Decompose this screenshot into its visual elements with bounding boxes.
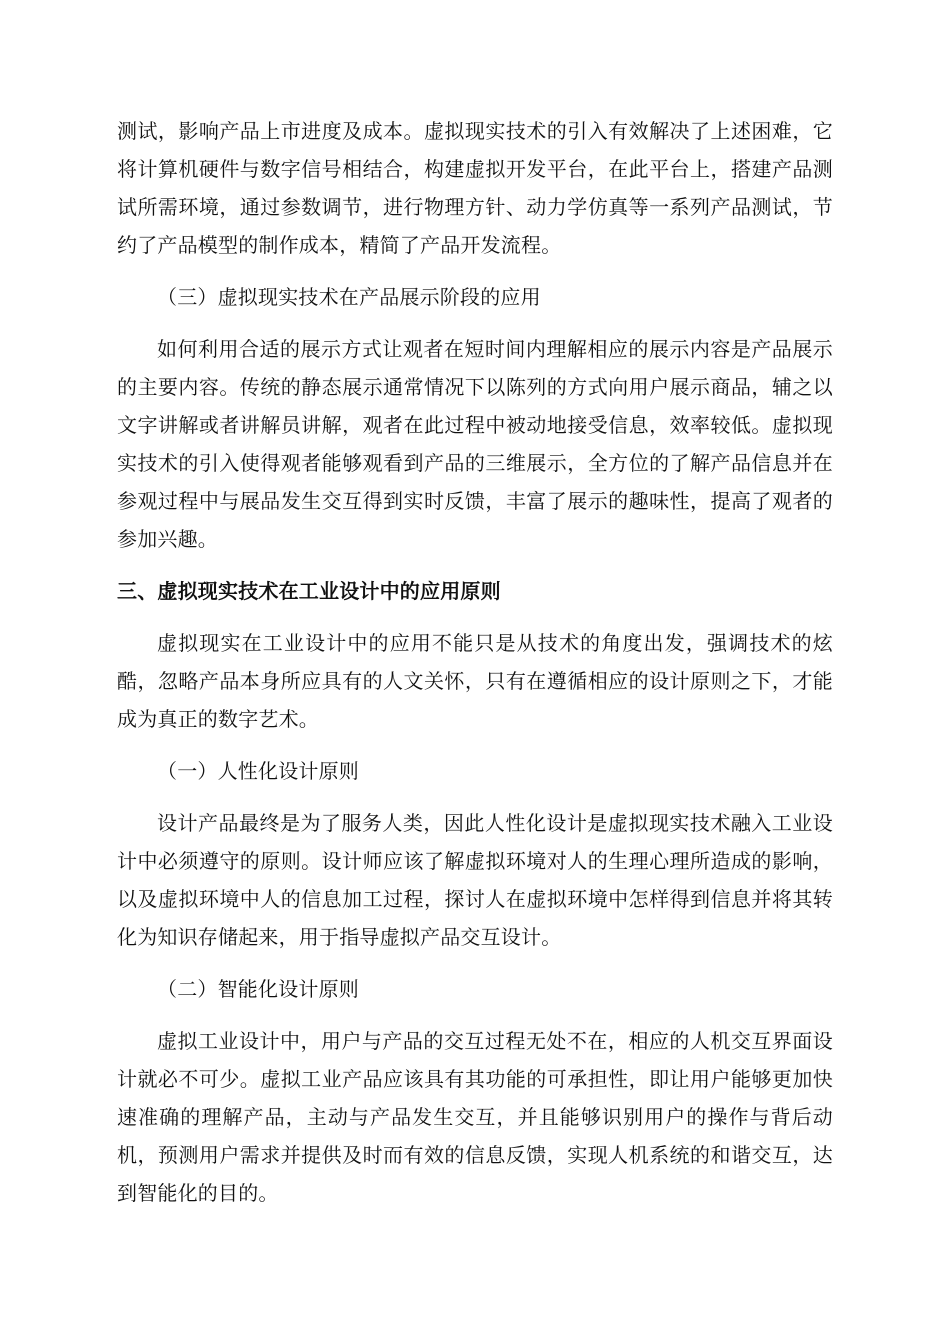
body-paragraph-5: 虚拟工业设计中，用户与产品的交互过程无处不在，相应的人机交互界面设计就必不可少。虚拟工业产品应该具有其功能的可承担性，即让用户能够更加快速准确的理解产品，主动与产品发生交互，并且能够识别用户的操作与背后动机，预测用户需求并提供及时而有效的信息反馈，实现人机系统的和谐交互，达到智能化的目的。	[117, 1029, 833, 1205]
section-heading-principles: 三、虚拟现实技术在工业设计中的应用原则	[117, 579, 501, 603]
document-body	[117, 112, 833, 1226]
body-paragraph-2: 如何利用合适的展示方式让观者在短时间内理解相应的展示内容是产品展示的主要内容。传统的静态展示通常情况下以陈列的方式向用户展示商品，辅之以文字讲解或者讲解员讲解，观者在此过程中被动地接受信息，效率较低。虚拟现实技术的引入使得观者能够观看到产品的三维展示，全方位的了解产品信息并在参观过程中与展品发生交互得到实时反馈，丰富了展示的趣味性，提高了观者的参加兴趣。	[117, 337, 833, 551]
body-paragraph-3: 虚拟现实在工业设计中的应用不能只是从技术的角度出发，强调技术的炫酷，忽略产品本身所应具有的人文关怀，只有在遵循相应的设计原则之下，才能成为真正的数字艺术。	[117, 631, 833, 731]
subheading-intelligent-design: （二）智能化设计原则	[157, 977, 359, 1001]
body-paragraph-1: 测试，影响产品上市进度及成本。虚拟现实技术的引入有效解决了上述困难，它将计算机硬件与数字信号相结合，构建虚拟开发平台，在此平台上，搭建产品测试所需环境，通过参数调节，进行物理方针、动力学仿真等一系列产品测试，节约了产品模型的制作成本，精简了产品开发流程。	[117, 119, 833, 257]
body-paragraph-4: 设计产品最终是为了服务人类，因此人性化设计是虚拟现实技术融入工业设计中必须遵守的原则。设计师应该了解虚拟环境对人的生理心理所造成的影响，以及虚拟环境中人的信息加工过程，探讨人在虚拟环境中怎样得到信息并将其转化为知识存储起来，用于指导虚拟产品交互设计。	[117, 811, 833, 949]
subheading-humanized-design: （一）人性化设计原则	[157, 759, 359, 783]
subheading-product-display: （三）虚拟现实技术在产品展示阶段的应用	[157, 285, 541, 309]
